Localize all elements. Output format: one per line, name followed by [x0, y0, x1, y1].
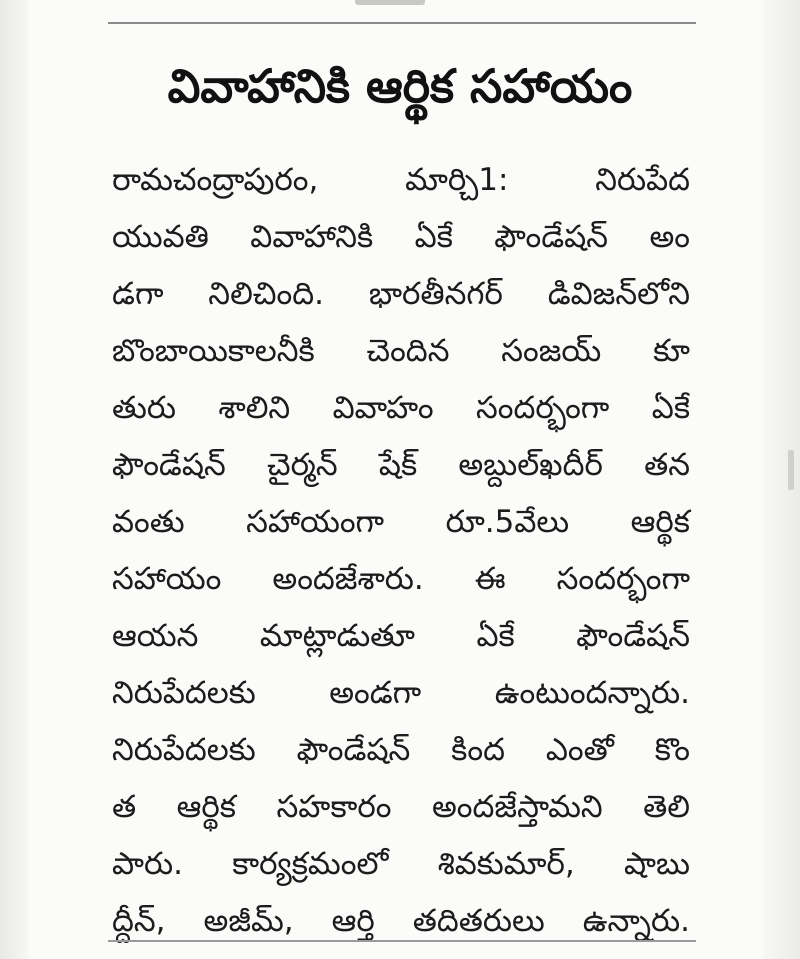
bottom-divider — [108, 940, 696, 942]
top-divider — [108, 22, 696, 24]
article-line: సహాయం అందజేశారు. ఈ సందర్భంగా — [112, 561, 690, 597]
cropped-text-fragment — [355, 0, 425, 5]
article-body — [112, 152, 690, 950]
news-clipping — [100, 0, 700, 959]
article-line: త ఆర్థిక సహకారం అందజేస్తామని తెలి — [112, 789, 690, 825]
article-line: రామచంద్రాపురం, మార్చి1: నిరుపేద — [112, 162, 690, 198]
article-line: డగా నిలిచింది. భారతీనగర్ డివిజన్‌లోని — [112, 276, 690, 312]
article-line: యువతి వివాహానికి ఏకే ఫౌండేషన్ అం — [112, 219, 690, 255]
page-left-margin — [0, 0, 28, 959]
article-line: తురు శాలిని వివాహం సందర్భంగా ఏకే — [112, 390, 690, 426]
margin-mark — [788, 450, 794, 490]
article-line: నిరుపేదలకు అండగా ఉంటుందన్నారు. — [112, 675, 690, 711]
article-line: వంతు సహాయంగా రూ.5వేలు ఆర్థిక — [112, 504, 690, 540]
article-headline: వివాహానికి ఆర్థిక సహాయం — [167, 59, 633, 113]
article-line: పారు. కార్యక్రమంలో శివకుమార్, షాబు — [112, 846, 690, 882]
article-line: ఆయన మాట్లాడుతూ ఏకే ఫౌండేషన్ — [112, 618, 690, 654]
article-line: ఫౌండేషన్ చైర్మన్ షేక్ అబ్దుల్‌ఖదీర్ తన — [112, 447, 690, 483]
article-line: ద్దీన్, అజీమ్, ఆర్తి తదితరులు ఉన్నారు. — [112, 903, 690, 939]
page-right-margin — [762, 0, 800, 959]
article-line: బొంబాయికాలనీకి చెందిన సంజయ్ కూ — [112, 333, 690, 369]
article-line: నిరుపేదలకు ఫౌండేషన్ కింద ఎంతో కొం — [112, 732, 690, 768]
